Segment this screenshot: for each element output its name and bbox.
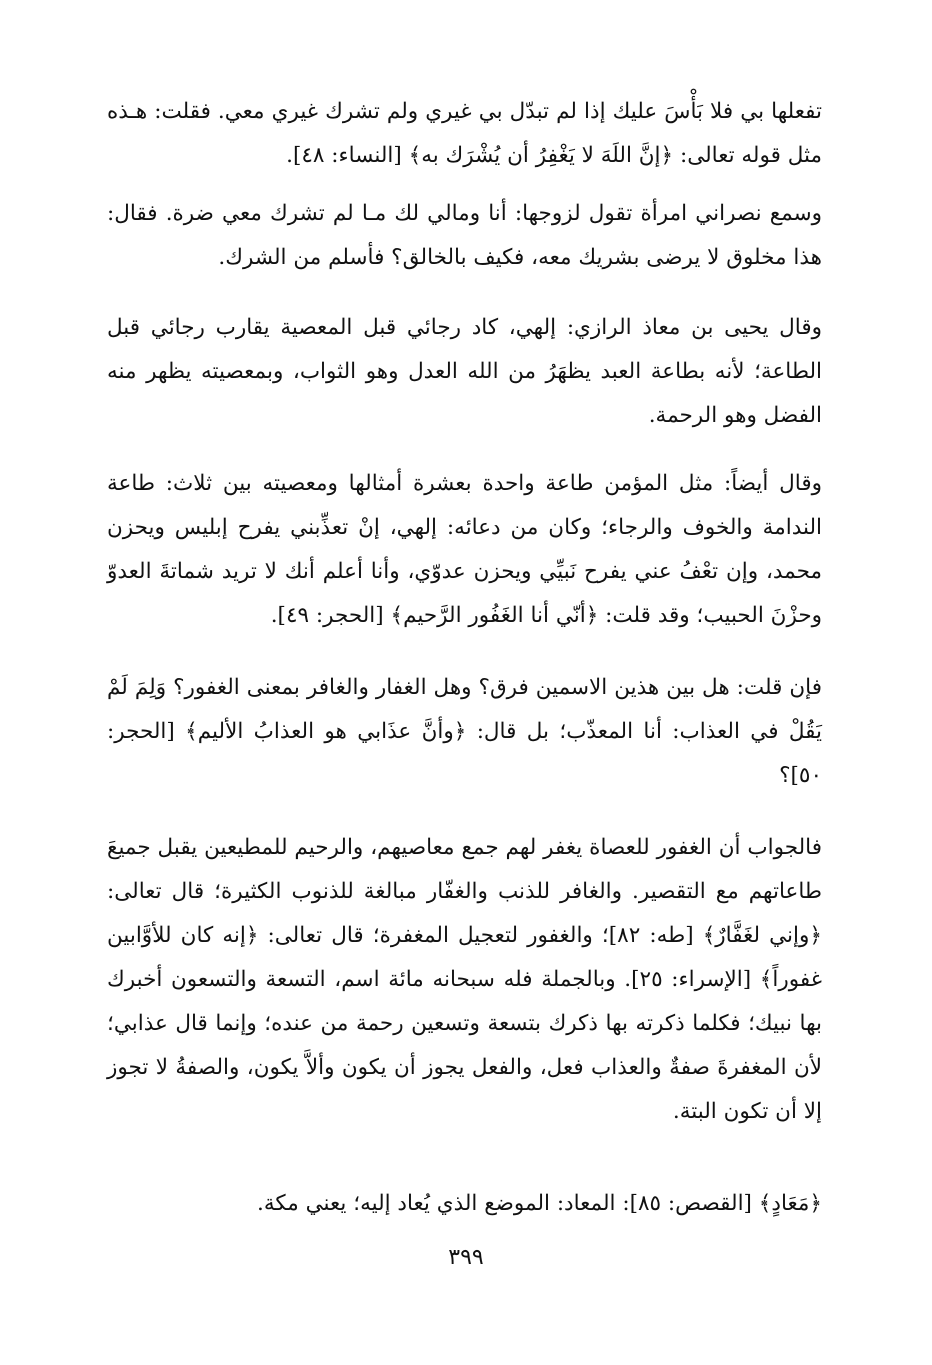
paragraph-3: وقال يحيى بن معاذ الرازي: إلهي، كاد رجائي قبل المعصية يقارب رجائي قبل الطاعة؛ لأنه بطاعة العبد يظهَرُ من الله العدل وهو الثواب، وبمعصيته يظهر منه الفضل وهو الرحمة. <box>107 315 822 428</box>
page-number: ٣٩٩ <box>448 1245 484 1270</box>
paragraph-1: تفعلها بي فلا بَأْسَ عليك إذا لم تبدّل بي غيري ولم تشرك غيري معي. فقلت: هـذه مثل قوله تعالى: ﴿إنَّ اللَهَ لا يَغْفِرُ أن يُشْرَك به﴾ [النساء: ٤٨]. <box>107 99 822 168</box>
paragraph-5: فإن قلت: هل بين هذين الاسمين فرق؟ وهل الغفار والغافر بمعنى الغفور؟ وَلِمَ لَمْ يَقُلْ في العذاب: أنا المعذّب؛ بل قال: ﴿وأنَّ عذَابي هو العذابُ الأليم﴾ [الحجر: ٥٠]؟ <box>107 675 822 788</box>
paragraph-6: فالجواب أن الغفور للعصاة يغفر لهم جمع معاصيهم، والرحيم للمطيعين يقبل جميعَ طاعاتهم مع التقصير. والغافر للذنب والغفّار مبالغة للذنوب الكثيرة؛ قال تعالى: ﴿وإني لغَفَّارٌ﴾ [طه: ٨٢]؛ والغفور لتعجيل المغفرة؛ قال تعالى: ﴿إنه كان للأوَّابين غفوراً﴾ [الإسراء: ٢٥]. وبالجملة فله سبحانه مائة اسم، التسعة والتسعون أخبرك بها نبيك؛ فكلما ذكرته بها ذكرك بتسعة وتسعين رحمة من عنده؛ وإنما قال عذابي؛ لأن المغفرةَ صفةٌ والعذاب فعل، والفعل يجوز أن يكون وألاَّ يكون، والصفةُ لا تجوز إلا أن تكون البتة. <box>107 835 822 1124</box>
paragraph-7: ﴿مَعَادٍ﴾ [القصص: ٨٥]: المعاد: الموضع الذي يُعاد إليه؛ يعني مكة. <box>257 1191 822 1216</box>
paragraph-2: وسمع نصراني امرأة تقول لزوجها: أنا ومالي لك مـا لم تشرك معي ضرة. فقال: هذا مخلوق لا يرضى بشريك معه، فكيف بالخالق؟ فأسلم من الشرك. <box>107 201 822 270</box>
paragraph-4: وقال أيضاً: مثل المؤمن طاعة واحدة بعشرة أمثالها ومعصيته بين ثلاث: طاعة الندامة والخوف والرجاء؛ وكان من دعائه: إلهي، إنْ تعذِّبني يفرح إبليس ويحزن محمد، وإن تعْفُ عني يفرح نَبيِّي ويحزن عدوّي، وأنا أعلم أنك لا تريد شماتةَ العدوّ وحزْنَ الحبيب؛ وقد قلت: ﴿أنّي أنا الغَفُور الرَّحيم﴾ [الحجر: ٤٩]. <box>107 471 822 628</box>
